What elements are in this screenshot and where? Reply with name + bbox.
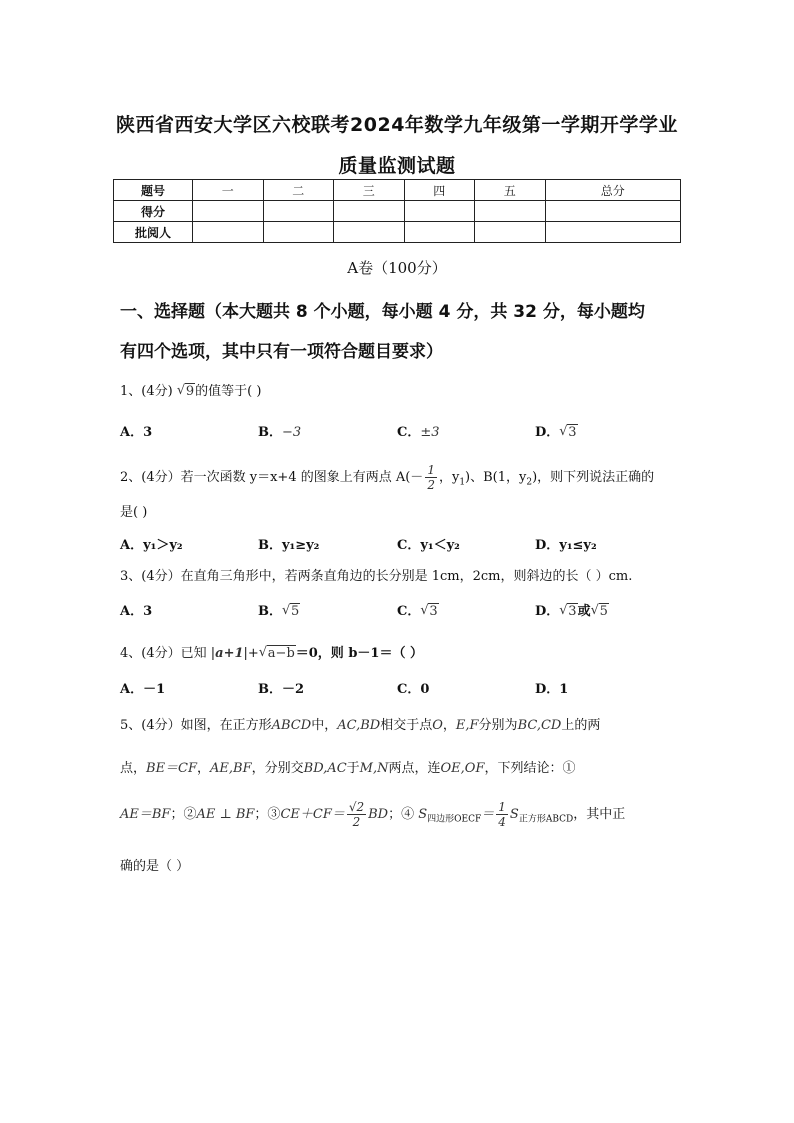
- q2-option-c: C．y₁＜y₂: [397, 538, 460, 553]
- score-cell: 二: [263, 180, 334, 201]
- q1-paren: ( ): [247, 384, 262, 399]
- q2-prefix: 2、(4分）若一次函数 y＝x+4 的图象上有两点 A(－: [120, 470, 424, 485]
- q2-option-d: D．y₁≤y₂: [535, 538, 597, 553]
- section-1-line-1: 一、选择题（本大题共 8 个小题，每小题 4 分，共 32 分，每小题均: [120, 302, 645, 322]
- question-5-line-4: 确的是（ ）: [120, 859, 190, 874]
- q2-option-a: A．y₁＞y₂: [120, 538, 183, 553]
- score-cell-empty: [263, 201, 334, 222]
- sqrt-expression: √ 3: [420, 603, 438, 619]
- score-table-header-row: [114, 180, 681, 201]
- score-row-label: 批阅人: [114, 222, 193, 243]
- q1-radicand: 9: [185, 384, 195, 399]
- title-line-2: 质量监测试题: [338, 155, 456, 177]
- q3-option-a: A．3: [120, 604, 153, 619]
- q1-option-d: D． √ 3: [535, 424, 577, 440]
- score-cell-empty: [475, 222, 546, 243]
- q1-option-b: B．−3: [258, 425, 302, 440]
- question-2: 2、(4分）若一次函数 y＝x+4 的图象上有两点 A(－ $\frac{1}{2}$ ，$y_1$)、B(1，$y_2$)，则下列说法正确的: [120, 463, 655, 492]
- q2-option-b: B．y₁≥y₂: [258, 538, 320, 553]
- title-line-1: 陕西省西安大学区六校联考2024年数学九年级第一学期开学学业: [116, 114, 678, 136]
- sqrt-expression: √ 9: [176, 383, 195, 399]
- q3-option-d: D． √ 3或 √ 5: [535, 603, 608, 619]
- score-cell-empty: [334, 222, 405, 243]
- score-cell-empty: [404, 201, 475, 222]
- question-5-line-2: 点，BE＝CF，AE,BF，分别交BD,AC于M,N两点，连OE,OF，下列结论：①: [120, 761, 576, 776]
- fraction: $\frac{√2}{2}$: [348, 800, 365, 829]
- fraction: $\frac{1}{4}$: [498, 800, 506, 829]
- q1-option-a: A．3: [120, 425, 153, 440]
- sqrt-expression: √ a−b: [258, 645, 295, 661]
- q4-option-d: D．1: [535, 682, 569, 697]
- q1-c-value: ±3: [420, 425, 440, 440]
- question-3: 3、(4分）在直角三角形中，若两条直角边的长分别是 1cm，2cm，则斜边的长（ ）cm.: [120, 569, 633, 584]
- q1-b-value: −3: [282, 425, 302, 440]
- score-cell-empty: [334, 201, 405, 222]
- score-cell-empty: [193, 222, 264, 243]
- score-cell: 四: [404, 180, 475, 201]
- question-5-line-3: AE＝BF；②AE ⊥ BF；③CE＋CF＝ $\frac{√2}{2}$ BD；④ $S_{四边形OECF}=$ $\frac{1}{4}$ $S_{正方形ABCD}$，其中正: [120, 800, 626, 829]
- question-2-line-2: 是( ): [120, 505, 148, 520]
- score-table: [113, 179, 681, 243]
- score-cell-empty: [545, 222, 681, 243]
- q4-prefix: 4、(4分）已知 |: [120, 646, 216, 661]
- score-table-row: [114, 201, 681, 222]
- score-cell-empty: [404, 222, 475, 243]
- q3-option-c: C． √ 3: [397, 603, 438, 619]
- sqrt-expression: √ 5: [590, 603, 608, 619]
- q4-option-a: A．－1: [120, 682, 166, 697]
- question-4: 4、(4分）已知 |a+1|+ √ a−b＝0，则 b－1＝（ ）: [120, 645, 423, 661]
- score-cell: 五: [475, 180, 546, 201]
- fraction: $\frac{1}{2}$: [427, 463, 435, 492]
- q1-prefix: 1、(4分): [120, 384, 177, 399]
- score-cell: 总分: [545, 180, 681, 201]
- question-5-line-1: 5、(4分）如图，在正方形ABCD中，AC,BD相交于点O，E,F分别为BC,CD上的两: [120, 718, 601, 733]
- sqrt-expression: √ 3: [559, 603, 577, 619]
- q4-option-c: C．0: [397, 682, 430, 697]
- volume-label: A卷（100分）: [347, 259, 447, 277]
- q4-option-b: B．－2: [258, 682, 305, 697]
- score-cell-empty: [263, 222, 334, 243]
- q1-option-c: C．±3: [397, 425, 440, 440]
- section-1-line-2: 有四个选项，其中只有一项符合题目要求）: [120, 342, 443, 362]
- sqrt-expression: √ 3: [559, 424, 577, 440]
- q3-option-b: B． √ 5: [258, 603, 300, 619]
- score-cell: 三: [334, 180, 405, 201]
- question-1: [120, 380, 261, 399]
- score-cell: 题号: [114, 180, 193, 201]
- score-table-row: [114, 222, 681, 243]
- score-cell-empty: [545, 201, 681, 222]
- q1-suffix: 的值等于: [195, 384, 248, 399]
- score-cell: 一: [193, 180, 264, 201]
- sqrt-expression: √ 5: [282, 603, 300, 619]
- score-cell-empty: [475, 201, 546, 222]
- q4-abs-expr: a+1: [215, 646, 244, 661]
- score-row-label: 得分: [114, 201, 193, 222]
- score-cell-empty: [193, 201, 264, 222]
